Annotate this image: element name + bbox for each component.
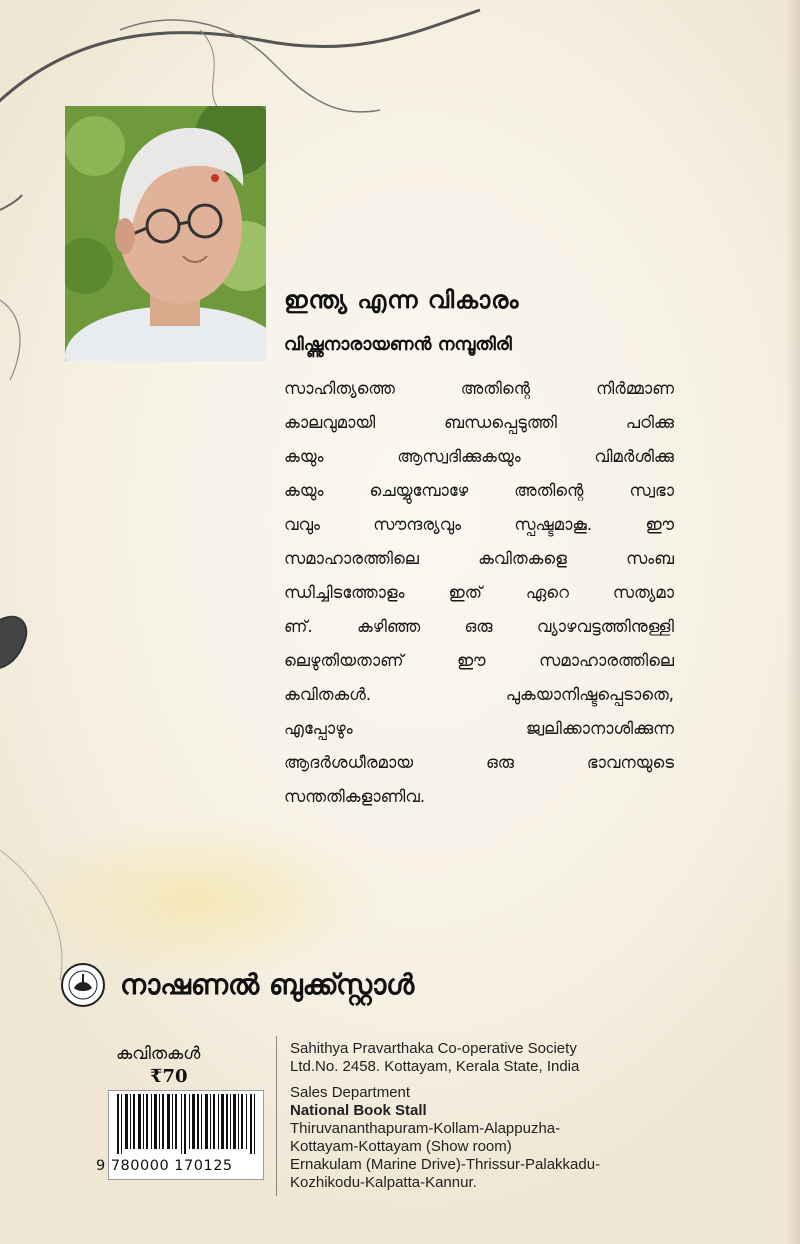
author-name: വിഷ്ണുനാരായണൻ നമ്പൂതിരി — [284, 334, 512, 355]
sales-department: Sales Department — [290, 1084, 411, 1101]
blurb-line: കവിതകൾ. പുകയാനിഷ്ടപ്പെടാതെ, — [284, 685, 674, 704]
branches-line: Kozhikodu-Kalpatta-Kannur. — [290, 1174, 477, 1191]
blurb-line: ലെഴുതിയതാണ് ഈ സമാഹാരത്തിലെ — [284, 651, 674, 670]
price-label: ₹70 — [150, 1066, 188, 1087]
society-line: Ltd.No. 2458. Kottayam, Kerala State, India — [290, 1058, 580, 1075]
publisher-logo-icon — [60, 962, 106, 1008]
blurb-line: സമാഹാരത്തിലെ കവിതകളെ സംബ — [284, 549, 674, 568]
publisher-name: നാഷണൽ ബുക്ക്സ്റ്റാൾ — [120, 968, 415, 1001]
publisher-info — [290, 1040, 600, 1192]
barcode-icon — [115, 1094, 259, 1154]
blurb-line: സന്തതികളാണിവ. — [284, 787, 426, 806]
branches-line: Thiruvananthapuram-Kollam-Alappuzha- — [290, 1120, 561, 1137]
author-photo — [65, 106, 266, 361]
blurb-line: കയും ചെയ്യുമ്പോഴേ അതിന്റെ സ്വഭാ — [284, 481, 674, 500]
blurb-line: എപ്പോഴും ജ്വലിക്കാനാശിക്കുന്ന — [284, 719, 674, 738]
blurb-text — [284, 372, 674, 814]
book-title: ഇന്ത്യ എന്ന വികാരം — [284, 286, 520, 314]
blurb-line: ണ്. കഴിഞ്ഞ ഒരു വ്യാഴവട്ടത്തിനുള്ളി — [284, 617, 674, 636]
isbn-number: 9 780000 170125 — [96, 1158, 233, 1174]
blurb-line: ആദർശധീരമായ ഒരു ഭാവനയുടെ — [284, 753, 674, 772]
blurb-line: കാലവുമായി ബന്ധപ്പെടുത്തി പഠിക്കു — [284, 413, 674, 432]
divider — [276, 1036, 277, 1196]
category-label: കവിതകൾ — [116, 1044, 201, 1064]
blurb-line: വവും സൗന്ദര്യവും സ്പഷ്ടമാകൂ. ഈ — [284, 515, 674, 534]
branches-line: Ernakulam (Marine Drive)-Thrissur-Palakkadu- — [290, 1156, 601, 1173]
blurb-line: കയും ആസ്വദിക്കുകയും വിമർശിക്കു — [284, 447, 674, 466]
store-name: National Book Stall — [290, 1102, 427, 1119]
society-line: Sahithya Pravarthaka Co-operative Society — [290, 1040, 577, 1057]
branches-line: Kottayam-Kottayam (Show room) — [290, 1138, 512, 1155]
blurb-line: സാഹിത്യത്തെ അതിന്റെ നിർമ്മാണ — [284, 379, 674, 398]
spine-edge — [786, 0, 800, 1244]
blurb-line: ന്ധിച്ചിടത്തോളം ഇത് ഏറെ സത്യമാ — [284, 583, 674, 602]
